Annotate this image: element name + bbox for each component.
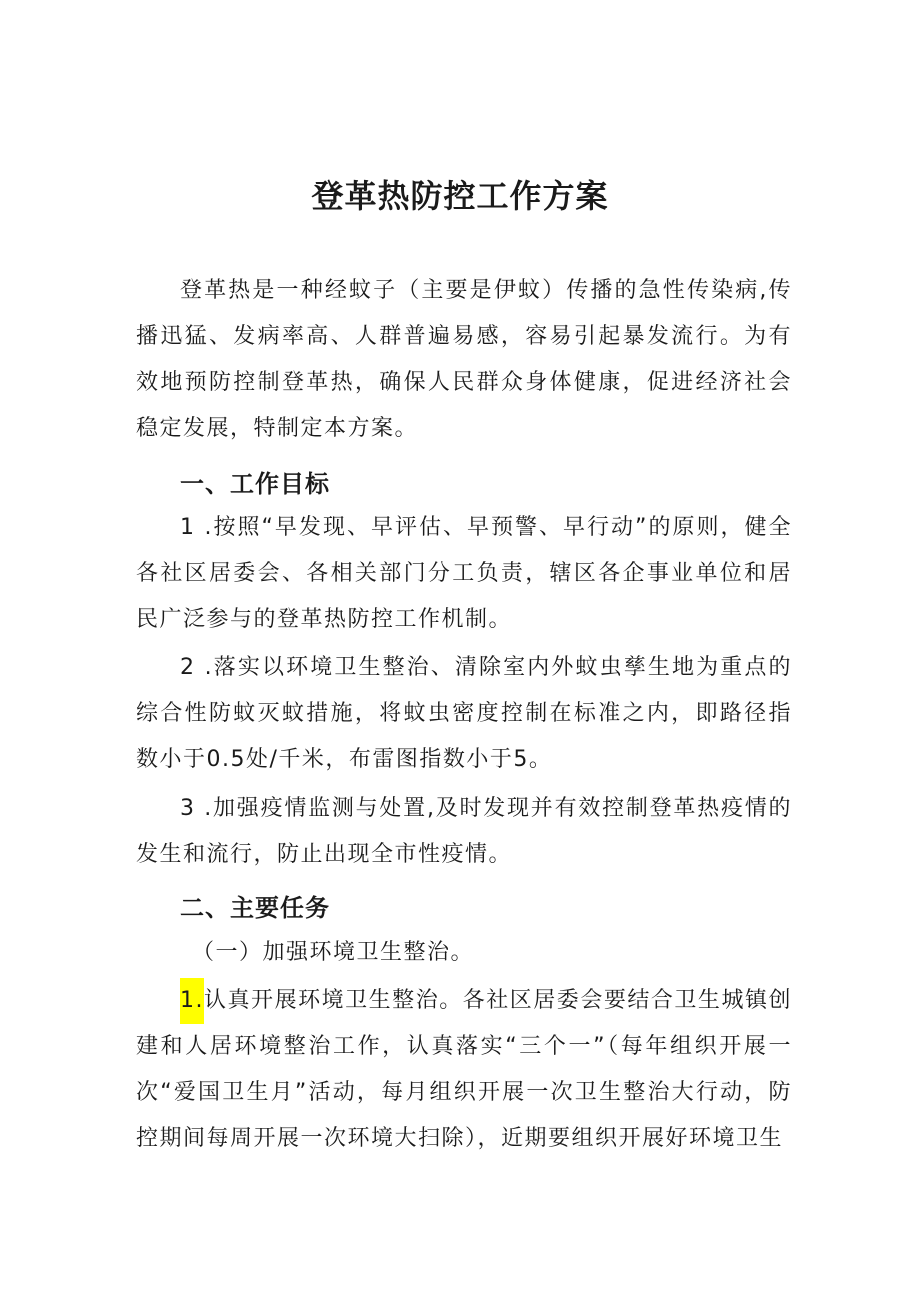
- subsection-heading-environment: （一）加强环境卫生整治。: [192, 940, 475, 965]
- section-heading-tasks: 二、主要任务: [180, 894, 330, 922]
- goal-item-1: 1 .按照“早发现、早评估、早预警、早行动”的原则，健全各社区居委会、各相关部门分工负责，辖区各企事业单位和居民广泛参与的登革热防控工作机制。: [136, 515, 792, 632]
- goal-item-3: 3 .加强疫情监测与处置,及时发现并有效控制登革热疫情的发生和流行，防止出现全市性疫情。: [136, 796, 792, 867]
- section-heading-goals: 一、工作目标: [180, 470, 330, 498]
- task-item-1-text: 认真开展环境卫生整治。各社区居委会要结合卫生城镇创建和人居环境整治工作，认真落实“三个一”（每年组织开展一次“爱国卫生月”活动，每月组织开展一次卫生整治大行动，防控期间每周开展一次环境大扫除），近期要组织开展好环境卫生: [136, 988, 792, 1151]
- intro-paragraph: 登革热是一种经蚊子（主要是伊蚊）传播的急性传染病,传播迅猛、发病率高、人群普遍易感，容易引起暴发流行。为有效地预防控制登革热，确保人民群众身体健康，促进经济社会稳定发展，特制定本方案。: [136, 278, 792, 441]
- document-title: 登革热防控工作方案: [311, 177, 609, 215]
- task-item-1: [136, 978, 792, 1162]
- goal-item-2: 2 .落实以环境卫生整治、清除室内外蚊虫孳生地为重点的综合性防蚊灭蚊措施，将蚊虫密度控制在标准之内，即路径指数小于0.5处/千米，布雷图指数小于5。: [136, 655, 792, 772]
- highlighted-item-number: 1.: [180, 978, 204, 1024]
